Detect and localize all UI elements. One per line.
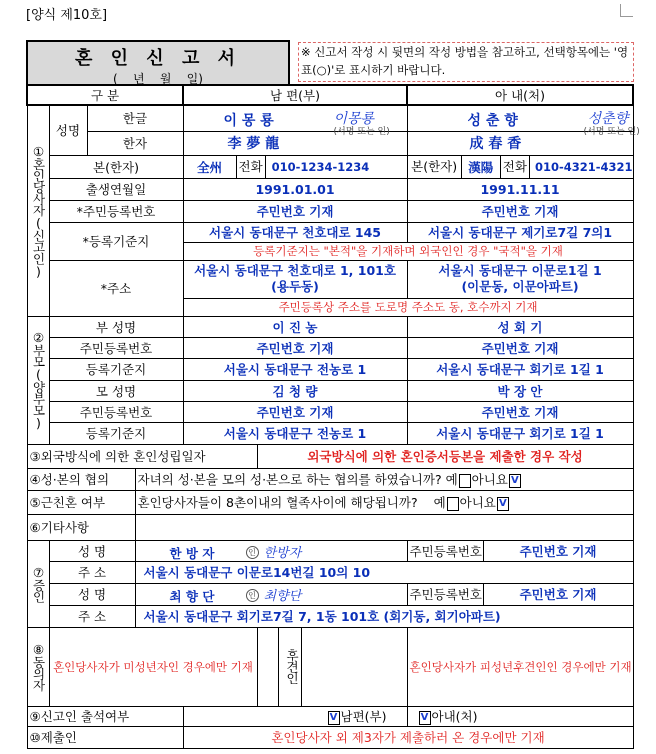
row9-husband[interactable] xyxy=(183,706,407,726)
witness1-rn[interactable] xyxy=(483,540,633,561)
section8-label: ⑧동의자 xyxy=(27,627,49,706)
guardian-note[interactable] xyxy=(407,627,633,706)
husband-seal-text: (서명 또는 인) xyxy=(333,127,390,137)
row4-no-checkbox[interactable]: V xyxy=(509,474,521,488)
father-registry-label: 등록기준지 xyxy=(49,358,183,380)
husband-rn-value: 주민번호 기재 xyxy=(256,204,334,219)
row3-label: ③외국방식에 의한 혼인성립일자 xyxy=(27,444,257,468)
husband-mother-rn-value: 주민번호 기재 xyxy=(256,404,334,420)
resident-no-label: *주민등록번호 xyxy=(49,200,183,222)
witness2-rn-value: 주민번호 기재 xyxy=(519,587,597,602)
wife-registry-value: 서울시 동대문구 제기로7길 7의1 xyxy=(427,225,613,240)
consent-note[interactable] xyxy=(49,627,257,706)
wife-father-rn[interactable] xyxy=(407,337,633,358)
witness2-address-value: 서울시 동대문구 회기로7길 7, 1동 101호 (회기동, 회기아파트) xyxy=(143,609,501,624)
wife-father-reg[interactable] xyxy=(407,358,633,380)
witness1-address[interactable] xyxy=(135,561,633,583)
wife-father-reg-value: 서울시 동대문구 회기로 1길 1 xyxy=(436,362,604,377)
witness2-signature: 최향단 xyxy=(263,588,302,604)
wife-mother[interactable] xyxy=(407,380,633,401)
husband-mother[interactable] xyxy=(183,380,407,401)
wife-resident-no[interactable] xyxy=(407,200,633,222)
witness1-rn-value: 주민번호 기재 xyxy=(519,543,597,559)
husband-name-hangul: 이 몽 룡 xyxy=(223,113,274,129)
witness1-address-value: 서울시 동대문구 이문로14번길 10의 10 xyxy=(143,565,371,580)
witness1-address-label: 주 소 xyxy=(49,561,135,583)
row10-label: ⑩제출인 xyxy=(27,726,183,748)
bon-label: 본(한자) xyxy=(49,155,183,178)
husband-signature: 이몽룡 xyxy=(333,111,375,127)
husband-father-reg[interactable] xyxy=(183,358,407,380)
witness1-rn-label: 주민등록번호 xyxy=(407,540,483,561)
wife-birth[interactable] xyxy=(407,178,633,200)
notice: ※ 신고서 작성 시 뒷면의 작성 방법을 참고하고, 선택항목에는 '영표(○)'로 표시하기 바랍니다. xyxy=(298,42,634,82)
mother-registry-label: 등록기준지 xyxy=(49,422,183,444)
witness1-name-cell[interactable] xyxy=(135,540,407,561)
wife-address-1: 서울시 동대문구 이문로1길 1 xyxy=(438,263,602,278)
husband-bon-phone[interactable] xyxy=(183,155,407,178)
phone-label: 전화 xyxy=(236,156,266,178)
witness2-name-label: 성 명 xyxy=(49,583,135,605)
row4-yes: 예 xyxy=(445,472,458,487)
wife-address-2: (이문동, 이문아파트) xyxy=(461,279,579,294)
husband-registry-value: 서울시 동대문구 천호대로 145 xyxy=(209,225,381,240)
row5-question: 혼인당사자들이 8촌이내의 혈족사이에 해당됩니까? xyxy=(137,495,418,510)
wife-bon-label: 본(한자) xyxy=(408,156,462,178)
husband-resident-no[interactable] xyxy=(183,200,407,222)
husband-address[interactable] xyxy=(183,260,407,298)
row9-husband-label: 남편(부) xyxy=(340,709,387,724)
wife-seal-text: (서명 또는 인) xyxy=(583,127,640,137)
husband-registry[interactable] xyxy=(183,222,407,242)
section7-label: ⑦증인 xyxy=(27,540,49,627)
title-box xyxy=(26,40,290,86)
address-note: 주민등록상 주소를 도로명 주소도 동, 호수까지 기재 xyxy=(183,298,633,316)
corner-mark xyxy=(620,4,633,17)
section2-label: ②부모(양부모) xyxy=(27,316,49,444)
wife-mother-reg-value: 서울시 동대문구 회기로 1길 1 xyxy=(436,426,604,441)
wife-father[interactable] xyxy=(407,316,633,337)
witness2-address-label: 주 소 xyxy=(49,605,135,627)
husband-address-2: (용두동) xyxy=(271,279,319,294)
husband-father-reg-value: 서울시 동대문구 전농로 1 xyxy=(223,362,367,377)
husband-name-hanja: 李 夢 龍 xyxy=(227,136,280,152)
row9-wife[interactable] xyxy=(407,706,633,726)
wife-father-rn-value: 주민번호 기재 xyxy=(481,340,559,356)
wife-rn-value: 주민번호 기재 xyxy=(481,204,559,219)
wife-phone-label: 전화 xyxy=(500,156,530,178)
wife-signature: 성춘향 xyxy=(587,111,629,127)
row5-no: 아니요 xyxy=(459,495,496,510)
header-wife: 아 내(처) xyxy=(407,85,633,105)
wife-birth-value: 1991.11.11 xyxy=(480,181,560,197)
father-name-label: 부 성명 xyxy=(49,316,183,337)
wife-name-hangul-cell[interactable] xyxy=(407,105,640,137)
wife-name-hanja: 成 春 香 xyxy=(469,136,522,152)
wife-father-value: 성 회 기 xyxy=(497,319,543,335)
husband-father-value: 이 진 농 xyxy=(272,319,318,335)
row5-yes: 예 xyxy=(433,495,446,510)
wife-mother-rn[interactable] xyxy=(407,401,633,422)
row5-label: ⑤근친혼 여부 xyxy=(27,490,135,514)
husband-birth-value: 1991.01.01 xyxy=(255,181,335,197)
row9-wife-checkbox[interactable]: V xyxy=(419,711,431,725)
father-rn-label: 주민등록번호 xyxy=(49,337,183,358)
husband-mother-value: 김 청 량 xyxy=(272,383,318,399)
wife-bon: 漢陽 xyxy=(468,159,494,175)
address-label: *주소 xyxy=(49,260,183,316)
witness1-signature: 한방자 xyxy=(263,545,302,561)
witness2-name: 최 향 단 xyxy=(169,588,215,604)
row3-value-text: 외국방식에 의한 혼인증서등본을 제출한 경우 작성 xyxy=(307,449,583,464)
husband-mother-rn[interactable] xyxy=(183,401,407,422)
wife-phone: 010-4321-4321 xyxy=(534,159,633,174)
mother-rn-label: 주민등록번호 xyxy=(49,401,183,422)
witness1-name-label: 성 명 xyxy=(49,540,135,561)
seal-icon: 인 xyxy=(246,546,259,559)
row5-question-cell[interactable] xyxy=(135,490,633,514)
witness1-name: 한 방 자 xyxy=(169,545,215,561)
row6-label: ⑥기타사항 xyxy=(27,514,135,540)
wife-bon-phone[interactable] xyxy=(407,155,633,178)
husband-father-rn-value: 주민번호 기재 xyxy=(256,340,334,356)
row3-value[interactable] xyxy=(257,444,633,468)
row9-husband-checkbox[interactable]: V xyxy=(328,711,340,725)
wife-mother-rn-value: 주민번호 기재 xyxy=(481,404,559,420)
hangul-label: 한글 xyxy=(87,105,183,131)
row9-label: ⑨신고인 출석여부 xyxy=(27,706,183,726)
page-title: 혼 인 신 고 서 xyxy=(74,48,241,69)
witness2-address[interactable] xyxy=(135,605,633,627)
header-husband: 남 편(부) xyxy=(183,85,407,105)
row5-yes-checkbox[interactable] xyxy=(447,497,459,511)
wife-registry[interactable] xyxy=(407,222,633,242)
row4-question-cell[interactable] xyxy=(135,468,633,490)
registry-note: 등록기준지는 "본적"을 기재하며 외국인인 경우 "국적"을 기재 xyxy=(183,242,633,260)
marriage-form-table xyxy=(26,84,640,749)
husband-bon: 全州 xyxy=(196,159,222,175)
wife-mother-reg[interactable] xyxy=(407,422,633,444)
husband-address-1: 서울시 동대문구 천호대로 1, 101호 xyxy=(194,263,396,278)
row10-note[interactable] xyxy=(183,726,633,748)
birth-label: 출생연월일 xyxy=(49,178,183,200)
witness2-rn[interactable] xyxy=(483,583,633,605)
witness2-name-cell[interactable] xyxy=(135,583,407,605)
row9-wife-label: 아내(처) xyxy=(431,709,478,724)
header-gubun: 구 분 xyxy=(27,85,183,105)
wife-address[interactable] xyxy=(407,260,633,298)
wife-name-hangul: 성 춘 향 xyxy=(467,113,518,129)
section1-label: ①혼인당사자(신고인) xyxy=(27,105,49,316)
husband-father[interactable] xyxy=(183,316,407,337)
husband-mother-reg-value: 서울시 동대문구 전농로 1 xyxy=(223,426,367,441)
consent-note-text: 혼인당사자가 미성년자인 경우에만 기재 xyxy=(53,659,253,674)
date-line: ( 년 월 일) xyxy=(113,72,203,86)
guardian-area[interactable] xyxy=(257,627,407,706)
husband-name-hangul-cell[interactable] xyxy=(183,105,407,137)
guardian-note-text: 혼인당사자가 피성년후견인인 경우에만 기재 xyxy=(409,659,632,674)
guardian-label: 후견인 xyxy=(278,628,302,706)
husband-father-rn[interactable] xyxy=(183,337,407,358)
row4-label: ④성·본의 협의 xyxy=(27,468,135,490)
husband-phone: 010-1234-1234 xyxy=(271,159,370,174)
husband-birth[interactable] xyxy=(183,178,407,200)
name-label: 성명 xyxy=(49,105,87,155)
row4-question: 자녀의 성·본을 모의 성·본으로 하는 협의를 하였습니까? xyxy=(137,472,442,487)
mother-name-label: 모 성명 xyxy=(49,380,183,401)
row6-value[interactable] xyxy=(135,514,633,540)
registry-label: *등록기준지 xyxy=(49,222,183,260)
witness2-rn-label: 주민등록번호 xyxy=(407,583,483,605)
form-code: [양식 제10호] xyxy=(26,8,108,23)
row4-no: 아니요 xyxy=(471,472,508,487)
hanja-label: 한자 xyxy=(87,131,183,155)
seal-icon: 인 xyxy=(246,589,259,602)
row5-no-checkbox[interactable]: V xyxy=(497,497,509,511)
row4-yes-checkbox[interactable] xyxy=(459,474,471,488)
row10-note-text: 혼인당사자 외 제3자가 제출하러 온 경우에만 기재 xyxy=(271,730,545,745)
wife-mother-value: 박 장 안 xyxy=(497,383,543,399)
husband-mother-reg[interactable] xyxy=(183,422,407,444)
